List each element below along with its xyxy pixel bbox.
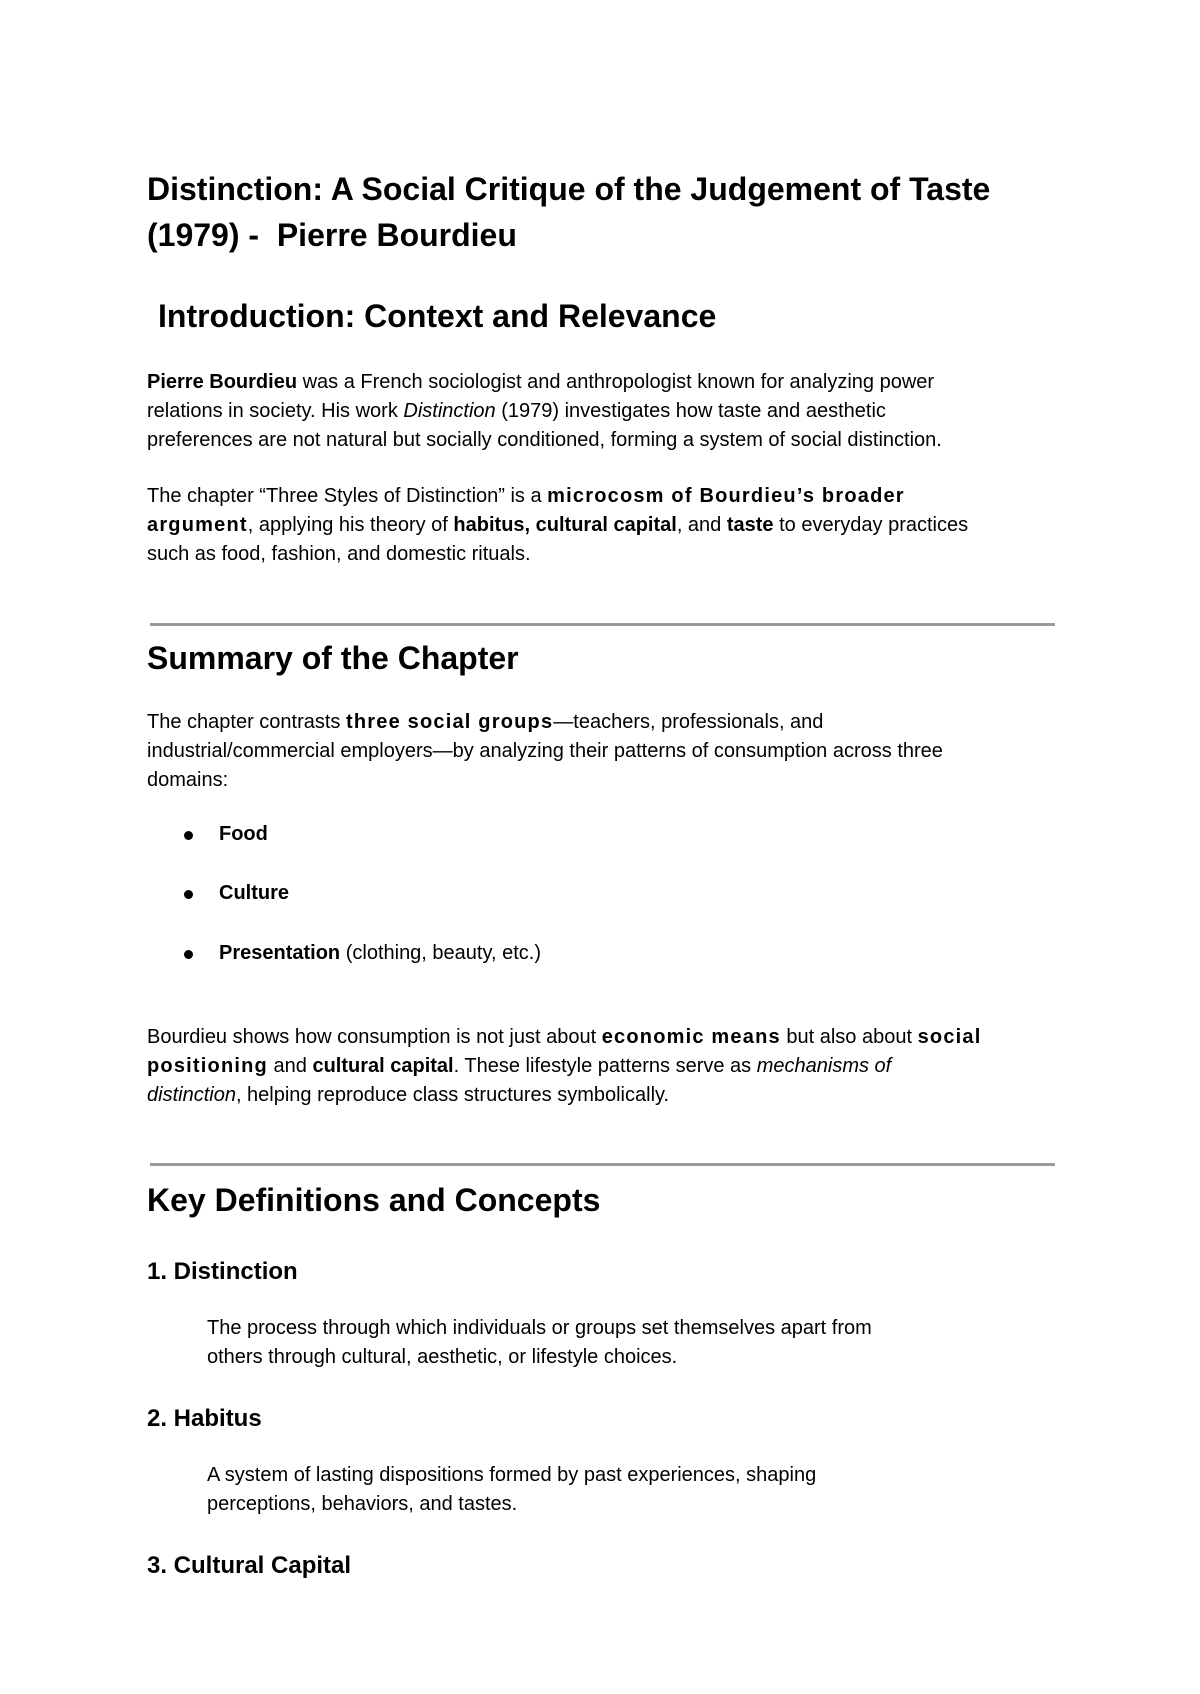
text: The chapter contrasts bbox=[147, 711, 346, 733]
bullet-icon bbox=[184, 950, 193, 959]
title-line-1: Distinction: A Social Critique of the Judgement of Taste bbox=[147, 171, 991, 207]
bullet-icon bbox=[184, 831, 193, 840]
text: —teachers, professionals, and bbox=[553, 711, 824, 733]
horizontal-rule bbox=[150, 623, 1055, 626]
bold-text: argument bbox=[147, 514, 248, 536]
horizontal-rule bbox=[150, 1163, 1055, 1166]
bold-text: habitus, cultural capital bbox=[453, 514, 677, 536]
bold-text: social bbox=[917, 1026, 982, 1048]
text: , and bbox=[676, 514, 727, 536]
text: industrial/commercial employers—by analyzing their patterns of consumption across three bbox=[147, 740, 943, 762]
intro-paragraph-1 bbox=[147, 368, 942, 455]
summary-paragraph-2 bbox=[147, 1023, 982, 1110]
text: The process through which individuals or groups set themselves apart from bbox=[207, 1317, 872, 1339]
text: was a French sociologist and anthropologist known for analyzing power bbox=[297, 371, 935, 393]
bold-text: microcosm of Bourdieu’s broader bbox=[547, 485, 905, 507]
bold-text: Presentation bbox=[219, 942, 341, 964]
section-heading-summary: Summary of the Chapter bbox=[147, 640, 519, 676]
italic-text: mechanisms of bbox=[756, 1055, 892, 1077]
text: , applying his theory of bbox=[247, 514, 454, 536]
bullet-icon bbox=[184, 890, 193, 899]
text: preferences are not natural but socially conditioned, forming a system of social distinction. bbox=[147, 429, 942, 451]
bold-text: Culture bbox=[219, 882, 289, 904]
text: to everyday practices bbox=[773, 514, 969, 536]
text: A system of lasting dispositions formed by past experiences, shaping bbox=[207, 1464, 817, 1486]
italic-text: distinction bbox=[147, 1084, 236, 1106]
text: but also about bbox=[780, 1026, 918, 1048]
text: (clothing, beauty, etc.) bbox=[340, 942, 541, 964]
text: Bourdieu shows how consumption is not just about bbox=[147, 1026, 602, 1048]
definition-term: 1. Distinction bbox=[147, 1258, 298, 1285]
definition-term: 3. Cultural Capital bbox=[147, 1552, 352, 1579]
bold-text: taste bbox=[726, 514, 774, 536]
text: such as food, fashion, and domestic rituals. bbox=[147, 543, 531, 565]
text: , helping reproduce class structures symbolically. bbox=[235, 1084, 670, 1106]
bold-text: positioning bbox=[147, 1055, 268, 1077]
document-title bbox=[147, 166, 990, 258]
intro-paragraph-2 bbox=[147, 482, 968, 569]
bold-text: cultural capital bbox=[312, 1055, 454, 1077]
text: The chapter “Three Styles of Distinction” is a bbox=[147, 485, 548, 507]
italic-text: Distinction bbox=[403, 400, 496, 422]
bold-text: Pierre Bourdieu bbox=[147, 371, 298, 393]
text: perceptions, behaviors, and tastes. bbox=[207, 1493, 518, 1515]
definition-text bbox=[207, 1461, 816, 1519]
definition-text bbox=[207, 1314, 872, 1372]
section-heading-definitions: Key Definitions and Concepts bbox=[147, 1182, 601, 1218]
definition-term: 2. Habitus bbox=[147, 1405, 262, 1432]
bold-text: three social groups bbox=[345, 711, 554, 733]
text: others through cultural, aesthetic, or lifestyle choices. bbox=[207, 1346, 678, 1368]
summary-paragraph-1 bbox=[147, 708, 943, 795]
text: . These lifestyle patterns serve as bbox=[453, 1055, 757, 1077]
title-line-2: (1979) - Pierre Bourdieu bbox=[147, 217, 517, 253]
bold-text: economic means bbox=[601, 1026, 781, 1048]
text: and bbox=[267, 1055, 313, 1077]
section-heading-intro: Introduction: Context and Relevance bbox=[158, 298, 717, 334]
text: relations in society. His work bbox=[147, 400, 404, 422]
text: domains: bbox=[147, 769, 229, 791]
text: (1979) investigates how taste and aesthetic bbox=[495, 400, 886, 422]
bold-text: Food bbox=[219, 823, 268, 845]
